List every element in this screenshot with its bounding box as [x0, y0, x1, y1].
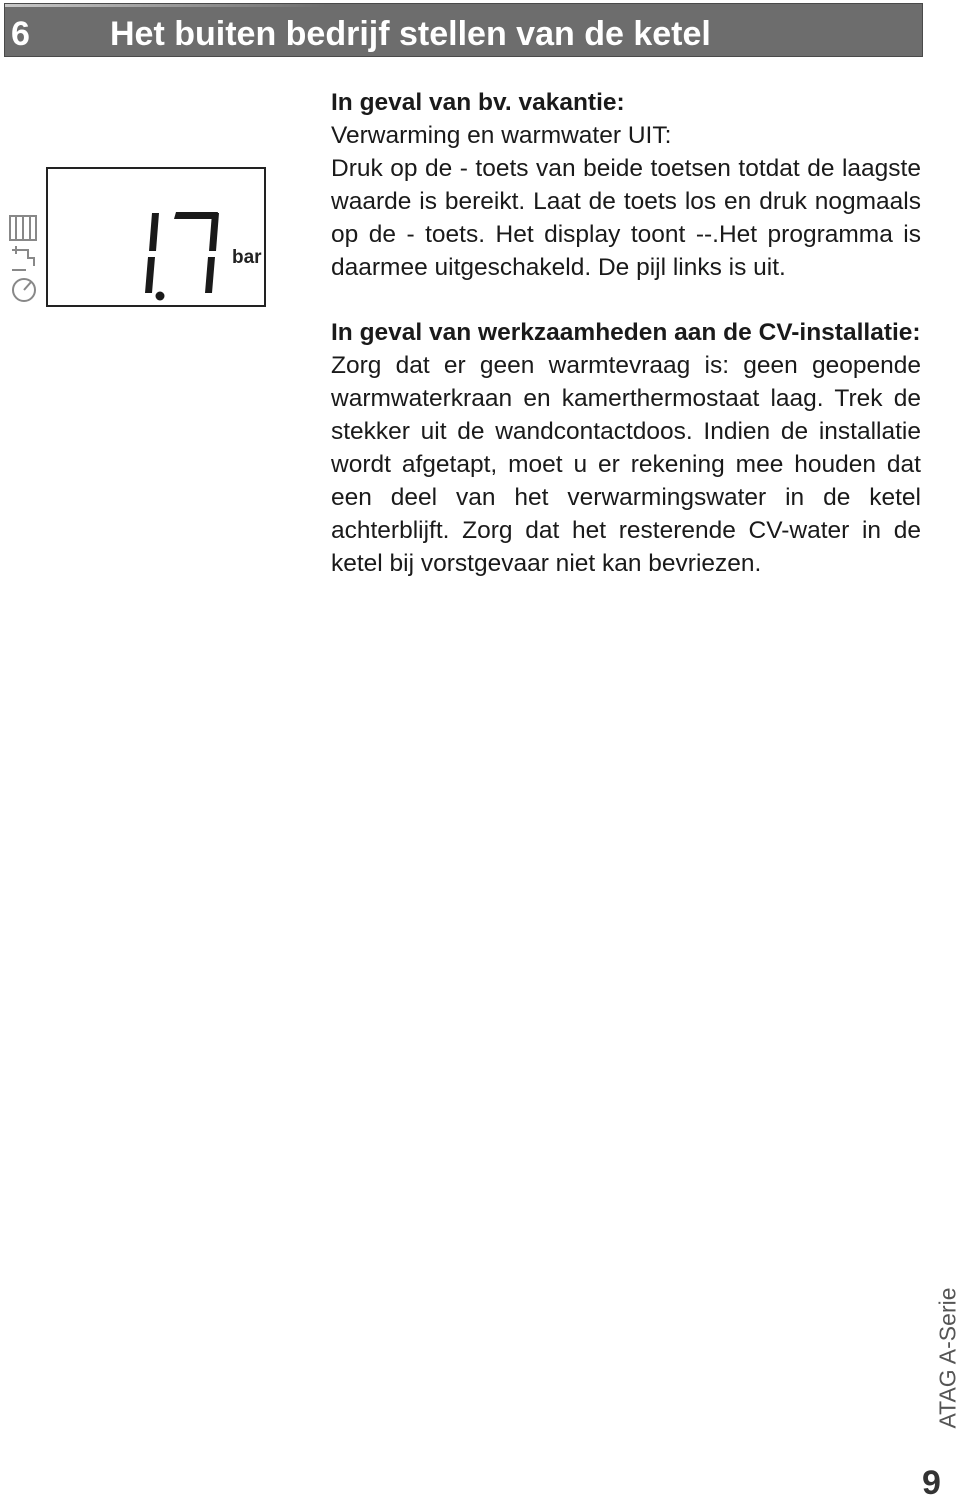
side-icons	[6, 210, 42, 310]
page-number: 9	[922, 1466, 941, 1500]
header-highlight	[5, 4, 325, 7]
chapter-title: Het buiten bedrijf stellen van de ketel	[110, 17, 711, 51]
section-vacation	[331, 86, 921, 284]
section-maintenance	[331, 316, 921, 580]
section-vacation-body: Druk op de - toets van beide toetsen totdat de laagste waarde is bereikt. Laat de toets los en druk nogmaals op de - toets. Het display toont --.Het programma is daarmee uitgeschakeld. De pijl links is uit.	[331, 152, 921, 284]
chapter-header	[4, 3, 923, 57]
digit-7-top-segment	[174, 212, 218, 219]
chapter-number: 6	[11, 17, 30, 51]
section-maintenance-body: Zorg dat er geen warmtevraag is: geen geopende warmwaterkraan en kamerthermostaat laag. Trek de stekker uit de wandcontactdoos. Indien de installatie wordt afgetapt, moet u er rekening mee houden dat een deel van het verwarmingswater in de ketel achterblijft. Zorg dat het resterende CV-water in de ketel bij vorstgevaar niet kan bevriezen.	[331, 349, 921, 580]
section-vacation-heading: In geval van bv. vakantie:	[331, 86, 921, 119]
tap-icon	[12, 246, 34, 270]
section-maintenance-heading: In geval van werkzaamheden aan de CV-installatie:	[331, 316, 921, 349]
seven-segment-digits	[48, 169, 264, 305]
display-unit: bar	[232, 247, 262, 269]
digit-1-lower-segment	[145, 257, 155, 293]
digit-7-lower-right-segment	[205, 257, 215, 293]
radiator-icon	[10, 216, 36, 240]
digit-1-upper-segment	[149, 213, 159, 251]
decimal-point	[156, 292, 165, 301]
main-content	[331, 86, 921, 580]
section-vacation-subheading: Verwarming en warmwater UIT:	[331, 119, 921, 152]
pressure-gauge-icon	[13, 279, 35, 301]
side-icon-strip	[6, 210, 42, 310]
pressure-display	[46, 167, 266, 307]
brand-label: ATAG A-Serie	[935, 1287, 960, 1428]
